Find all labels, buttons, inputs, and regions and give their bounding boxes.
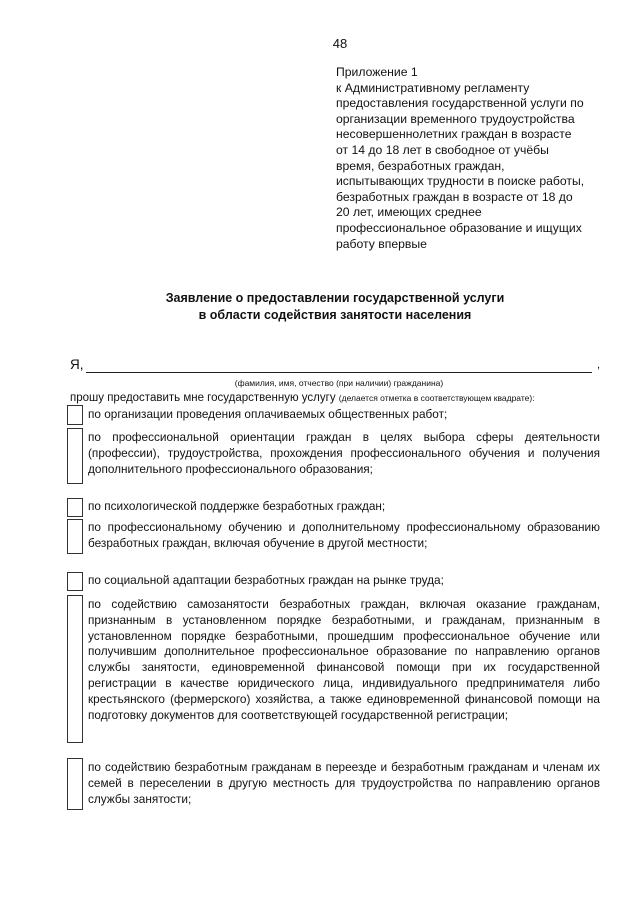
service-option-label: по содействию самозанятости безработных граждан, включая оказание гражданам, признанным в установленном порядке безработными, и гражданам, признанным в установленном порядке безработными, прошедшим профессиональное обучение или получившим дополнительное профессиональное образование по направлению органов службы занятости, единовременной финансовой помощи при их государственной регистрации в качестве юридического лица, индивидуального предпринимателя либо крестьянского (фермерского) хозяйства, а также единовременной финансовой помощи на подготовку документов для соответствующей государственной регистрации; (88, 597, 600, 722)
request-intro-note: (делается отметка в соответствующем квадрате): (338, 393, 535, 403)
appendix-line: безработных граждан в возрасте от 18 до (336, 189, 573, 204)
applicant-name-row (70, 357, 600, 375)
appendix-line: 20 лет, имеющих среднее (336, 205, 482, 220)
service-checkbox[interactable] (67, 519, 83, 554)
applicant-name-field[interactable] (86, 372, 592, 373)
request-intro (70, 392, 610, 404)
appendix-line: Приложение 1 (336, 65, 418, 79)
appendix-line: от 14 до 18 лет в свободное от учёбы (336, 142, 549, 157)
service-option (67, 428, 600, 484)
form-title-line: Заявление о предоставлении государственной услуги (165, 291, 505, 305)
appendix-line: испытывающих трудности в поиске работы, (336, 174, 585, 189)
service-checkbox[interactable] (67, 758, 83, 810)
page-number: 48 (332, 36, 348, 51)
service-checkbox[interactable] (67, 595, 83, 743)
applicant-name-caption: (фамилия, имя, отчество (при наличии) гражданина) (234, 378, 444, 388)
service-checkbox[interactable] (67, 572, 83, 591)
service-option (67, 758, 600, 810)
form-title (0, 290, 640, 324)
service-option (67, 405, 600, 425)
appendix-block (336, 65, 606, 252)
service-option-label: по социальной адаптации безработных граждан на рынке труда; (88, 573, 444, 587)
service-option (67, 519, 600, 554)
appendix-line: к Административному регламенту (336, 80, 530, 95)
service-checkbox[interactable] (67, 498, 83, 517)
applicant-suffix: , (596, 359, 600, 371)
applicant-prefix: Я, (70, 357, 84, 372)
request-intro-text: прошу предоставить мне государственную услугу (70, 392, 336, 404)
appendix-line: предоставления государственной услуги по (336, 96, 584, 111)
service-option-label: по психологической поддержке безработных граждан; (88, 499, 386, 513)
form-title-line: в области содействия занятости населения (198, 308, 472, 322)
service-option-label: по профессиональной ориентации граждан в целях выбора сферы деятельности (профессии), трудоустройства, прохождения профессионального обучения и получения дополнительного профессионального образования; (88, 430, 600, 476)
service-option-label: по профессиональному обучению и дополнительному профессиональному образованию безработных граждан, включая обучение в другой местности; (88, 520, 600, 550)
appendix-line: время, безработных граждан, (336, 158, 505, 173)
appendix-line: профессиональное образование и ищущих (336, 220, 582, 235)
appendix-line: организации временного трудоустройства (336, 111, 575, 126)
service-checkbox[interactable] (67, 428, 83, 484)
service-option-label: по содействию безработным гражданам в переезде и безработным гражданам и членам их семей в переселении в другую местность для трудоустройства по направлению органов службы занятости; (88, 760, 600, 806)
service-option (67, 572, 600, 591)
service-option (67, 498, 600, 517)
service-option (67, 595, 600, 743)
service-checkbox[interactable] (67, 405, 83, 425)
service-option-label: по организации проведения оплачиваемых общественных работ; (88, 407, 448, 421)
appendix-line: несовершеннолетних граждан в возрасте (336, 127, 572, 142)
appendix-line: работу впервые (336, 236, 427, 251)
